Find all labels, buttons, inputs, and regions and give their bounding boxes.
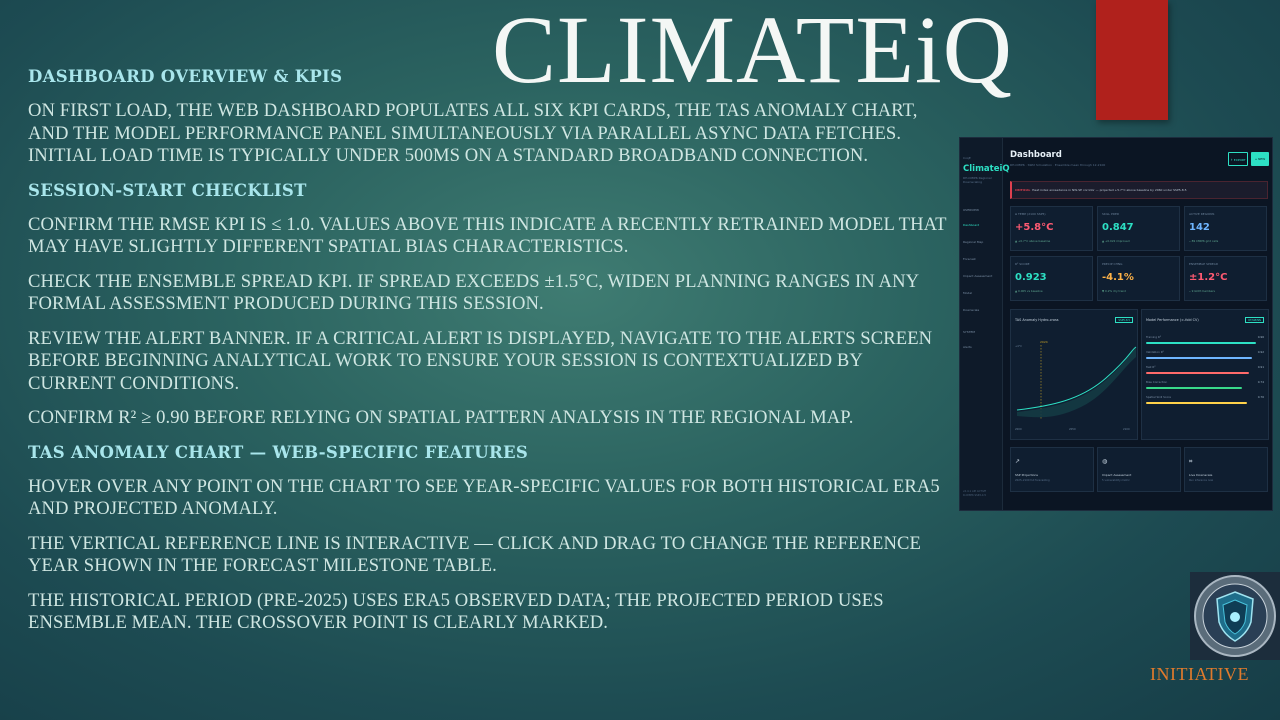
- kpi-card[interactable]: R² SCORE 0.923 ▲ 0.005 vs baseline: [1010, 256, 1093, 301]
- paragraph: CHECK THE ENSEMBLE SPREAD KPI. IF SPREAD EXCEEDS ±1.5°C, WIDEN PLANNING RANGES IN ANY FORMAL ASSESSMENT PRODUCED DURING THIS SESSION.: [28, 270, 919, 314]
- chart-y-label: +4°C: [1015, 345, 1022, 348]
- chart-x-label: 2050: [1069, 428, 1076, 431]
- kpi-card[interactable]: ENSEMBLE SPREAD ±1.2°C ─ 9 GCM members: [1184, 256, 1267, 301]
- nav-system-label: SYSTEM: [963, 330, 975, 334]
- metric-label: Test R²: [1146, 365, 1156, 369]
- section-heading: DASHBOARD OVERVIEW & KPIS: [28, 67, 343, 86]
- impact-icon: ◍: [1102, 458, 1108, 465]
- metric-bar: [1146, 402, 1247, 404]
- trend-icon: ↗: [1015, 458, 1021, 465]
- dashboard-header: Dashboard: [1010, 150, 1062, 160]
- tas-anomaly-chart-panel[interactable]: [1010, 309, 1138, 440]
- nav-item-impact[interactable]: Impact Assessment: [963, 274, 993, 278]
- section-heading: SESSION-START CHECKLIST: [28, 180, 307, 200]
- metric-bar: [1146, 342, 1256, 344]
- model-panel-title: Model Performance (∞-fold CV): [1146, 318, 1199, 322]
- nav-item-alerts[interactable]: Alerts: [963, 345, 972, 349]
- quick-link-card[interactable]: ⌗ Live Downscale Run inference now: [1184, 447, 1268, 492]
- metric-value: 0.74: [1257, 380, 1264, 384]
- decorative-red-bar: [1096, 0, 1168, 120]
- dashboard-logo-sub: RH-CMIP6 Regional Downscaling: [963, 176, 992, 184]
- nav-item-regional-map[interactable]: Regional Map: [963, 240, 984, 244]
- metric-label: Bias Correction: [1146, 380, 1168, 384]
- paragraph: ON FIRST LOAD, THE WEB DASHBOARD POPULATES ALL SIX KPI CARDS, THE TAS ANOMALY CHART, AND THE MODEL PERFORMANCE PANEL SIMULTANEOUSLY VIA PARALLEL ASYNC DATA FETCHES. INITIAL LOAD TIME IS TYPICALLY UNDER 500MS ON A STANDARD BROADBAND CONNECTION.: [28, 100, 918, 166]
- kpi-card[interactable]: SKILL PRED 0.847 ▲ +0.022 improved: [1097, 206, 1180, 251]
- slide-body: [28, 66, 948, 647]
- grid-icon: ⌗: [1189, 458, 1193, 465]
- nav-item-forecast[interactable]: Forecast: [963, 257, 976, 261]
- paragraph: THE VERTICAL REFERENCE LINE IS INTERACTIVE — CLICK AND DRAG TO CHANGE THE REFERENCE YEAR SHOWN IN THE FORECAST MILESTONE TABLE.: [28, 532, 921, 576]
- kpi-card[interactable]: PRECIP CHNG -4.1% ▼ 0.2% dry trend: [1097, 256, 1180, 301]
- alert-banner[interactable]: CRITICAL Heat index exceedance in NW-SE corridor — projected +5.7°C above baseline by 2060 under SSP5-8.5: [1010, 181, 1268, 199]
- export-button[interactable]: ↑ EXPORT: [1228, 152, 1248, 166]
- quick-link-card[interactable]: ↗ SSP Projections 2025–2100 full forecasting: [1010, 447, 1094, 492]
- model-panel-badge[interactable]: RF/GB/NN: [1245, 317, 1264, 323]
- paragraph: CONFIRM R² ≥ 0.90 BEFORE RELYING ON SPATIAL PATTERN ANALYSIS IN THE REGIONAL MAP.: [28, 407, 854, 428]
- dashboard-screenshot: [959, 137, 1273, 511]
- metric-label: Training R²: [1146, 335, 1161, 339]
- dashboard-brand-small: CoqE: [963, 156, 971, 160]
- metric-bar: [1146, 387, 1242, 389]
- metric-bar: [1146, 357, 1252, 359]
- dashboard-header-sub: RH-CMIP6 · SSP2 Simulation · Ensemble mean through 12-2100: [1010, 163, 1106, 167]
- paragraph: THE HISTORICAL PERIOD (PRE-2025) USES ERA5 OBSERVED DATA; THE PROJECTED PERIOD USES ENSEMBLE MEAN. THE CROSSOVER POINT IS CLEARLY MARKED.: [28, 589, 884, 633]
- nav-section-label: OVERVIEW: [963, 208, 979, 212]
- nav-item-dashboard[interactable]: Dashboard: [963, 223, 980, 227]
- nav-item-model[interactable]: Model: [963, 291, 973, 295]
- academy-logo: [1190, 572, 1280, 660]
- new-button[interactable]: + NEW: [1251, 152, 1269, 166]
- initiative-label: INITIATIVE: [1150, 664, 1249, 684]
- nav-item-downscale[interactable]: Downscale: [963, 308, 980, 312]
- kpi-card[interactable]: ACTIVE REGIONS 142 ─ 89 CMIP6 grid cells: [1184, 206, 1267, 251]
- chart-title: TAS Anomaly Hydro-cross: [1015, 318, 1059, 322]
- metric-value: 0.96: [1257, 335, 1264, 339]
- paragraph: REVIEW THE ALERT BANNER. IF A CRITICAL ALERT IS DISPLAYED, NAVIGATE TO THE ALERTS SCREEN BEFORE BEGINNING ANALYTICAL WORK TO ENSURE YOUR SESSION IS CONTEXTUALIZED BY CURRENT CONDITIONS.: [28, 327, 933, 394]
- model-performance-panel: [1141, 309, 1269, 440]
- chart-x-label: 2000: [1015, 428, 1022, 431]
- kpi-card[interactable]: Δ TEMP (2100 SSP5) +5.8°C ▲ +0.7°C above baseline: [1010, 206, 1093, 251]
- metric-label: Validation R²: [1146, 350, 1164, 354]
- paragraph: HOVER OVER ANY POINT ON THE CHART TO SEE YEAR-SPECIFIC VALUES FOR BOTH HISTORICAL ERA5 AND PROJECTED ANOMALY.: [28, 475, 940, 519]
- chart-marker-label: 2024: [1040, 340, 1048, 344]
- section-heading: TAS ANOMALY CHART — WEB-SPECIFIC FEATURES: [28, 442, 529, 462]
- dashboard-sidebar: [960, 138, 1003, 510]
- dashboard-logo: ClimateiQ: [963, 164, 1010, 174]
- quick-link-card[interactable]: ◍ Impact Assessment 5 vulnerability metric: [1097, 447, 1181, 492]
- metric-label: Spatial Skill Score: [1146, 395, 1171, 399]
- tas-anomaly-chart[interactable]: [1011, 310, 1139, 441]
- dashboard-sidebar-footer: v2.4.1 API ACTIVE R-CMIP6 SSP2-4.5: [963, 490, 987, 497]
- metric-value: 0.91: [1257, 365, 1264, 369]
- slide-title: CLIMATEiQ: [492, 0, 1013, 103]
- paragraph: CONFIRM THE RMSE KPI IS ≤ 1.0. VALUES ABOVE THIS INDICATE A RECENTLY RETRAINED MODEL THAT MAY HAVE SLIGHTLY DIFFERENT SPATIAL BIAS CHARACTERISTICS.: [28, 213, 947, 257]
- metric-bar: [1146, 372, 1249, 374]
- chart-x-label: 2100: [1123, 428, 1130, 431]
- chart-badge[interactable]: SSP5-8.5: [1115, 317, 1133, 323]
- metric-value: 0.76: [1257, 395, 1264, 399]
- metric-value: 0.92: [1257, 350, 1264, 354]
